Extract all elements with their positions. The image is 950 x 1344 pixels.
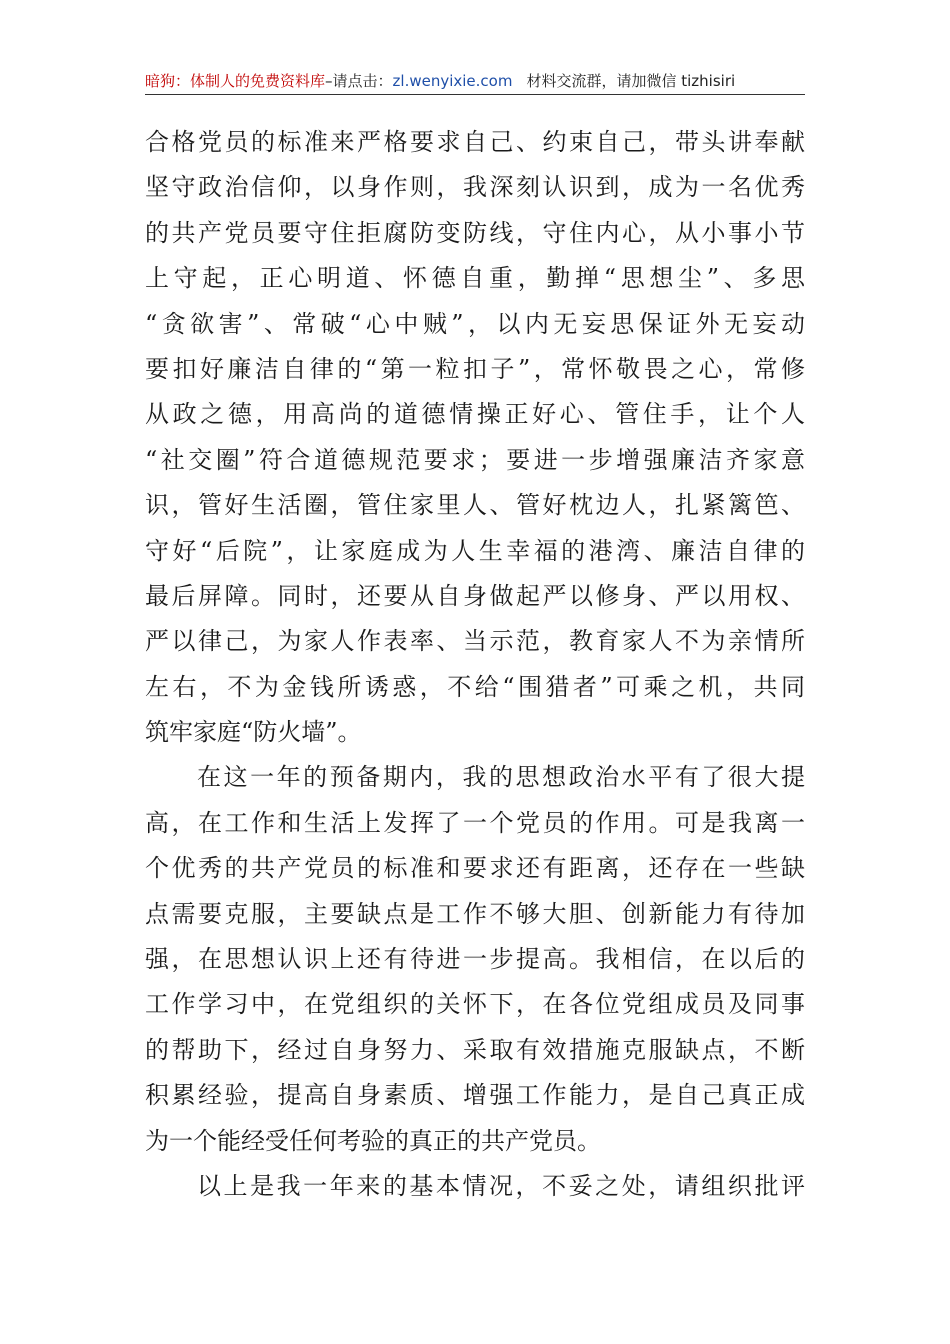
text-line: 上守起，正心明道、怀德自重，勤掸“思想尘”、多思 — [145, 264, 805, 293]
text-line: 要扣好廉洁自律的“第一粒扣子”，常怀敬畏之心，常修 — [145, 354, 805, 383]
header-link[interactable]: zl.wenyixie.com — [392, 72, 513, 90]
document-body — [145, 120, 805, 1209]
header-group-note: 材料交流群，请加微信 tizhisiri — [526, 72, 736, 90]
text-line: 守好“后院”，让家庭成为人生幸福的港湾、廉洁自律的 — [145, 536, 805, 565]
text-line: 最后屏障。同时，还要从自身做起严以修身、严以用权、 — [145, 581, 805, 610]
text-line: 合格党员的标准来严格要求自己、约束自己，带头讲奉献 — [145, 128, 805, 156]
text-line: 识，管好生活圈，管住家里人、管好枕边人，扎紧篱笆、 — [145, 491, 805, 520]
text-line: “社交圈”符合道德规范要求；要进一步增强廉洁齐家意 — [145, 445, 805, 474]
text-line: 点需要克服，主要缺点是工作不够大胆、创新能力有待加 — [145, 899, 805, 928]
text-line: 从政之德，用高尚的道德情操正好心、管住手，让个人 — [145, 400, 805, 429]
text-line: 为一个能经受任何考验的真正的共产党员。 — [145, 1126, 601, 1155]
text-line: 的帮助下，经过自身努力、采取有效措施克服缺点，不断 — [145, 1035, 805, 1064]
paragraph-start-line: 在这一年的预备期内，我的思想政治水平有了很大提 — [197, 763, 805, 792]
header-brand: 暗狗：体制人的免费资料库 — [145, 72, 326, 90]
text-line: 严以律己，为家人作表率、当示范，教育家人不为亲情所 — [145, 627, 805, 656]
paragraph-start-line: 以上是我一年来的基本情况，不妥之处，请组织批评 — [197, 1171, 805, 1200]
header-prompt: –请点击： — [325, 72, 393, 90]
text-line: 积累经验，提高自身素质、增强工作能力，是自己真正成 — [145, 1081, 805, 1110]
text-line: 强，在思想认识上还有待进一步提高。我相信，在以后的 — [145, 945, 805, 974]
text-line: 左右，不为金钱所诱惑，不给“围猎者”可乘之机，共同 — [145, 672, 805, 701]
text-line: 筑牢家庭“防火墙”。 — [145, 718, 362, 747]
text-line: 坚守政治信仰，以身作则，我深刻认识到，成为一名优秀 — [145, 173, 805, 202]
text-line: “贪欲害”、常破“心中贼”，以内无妄思保证外无妄动 — [145, 309, 805, 338]
text-line: 的共产党员要守住拒腐防变防线，守住内心，从小事小节 — [145, 218, 805, 247]
text-line: 个优秀的共产党员的标准和要求还有距离，还存在一些缺 — [145, 854, 805, 883]
page-header — [145, 68, 805, 95]
text-line: 工作学习中，在党组织的关怀下，在各位党组成员及同事 — [145, 990, 805, 1019]
text-line: 高，在工作和生活上发挥了一个党员的作用。可是我离一 — [145, 808, 805, 837]
